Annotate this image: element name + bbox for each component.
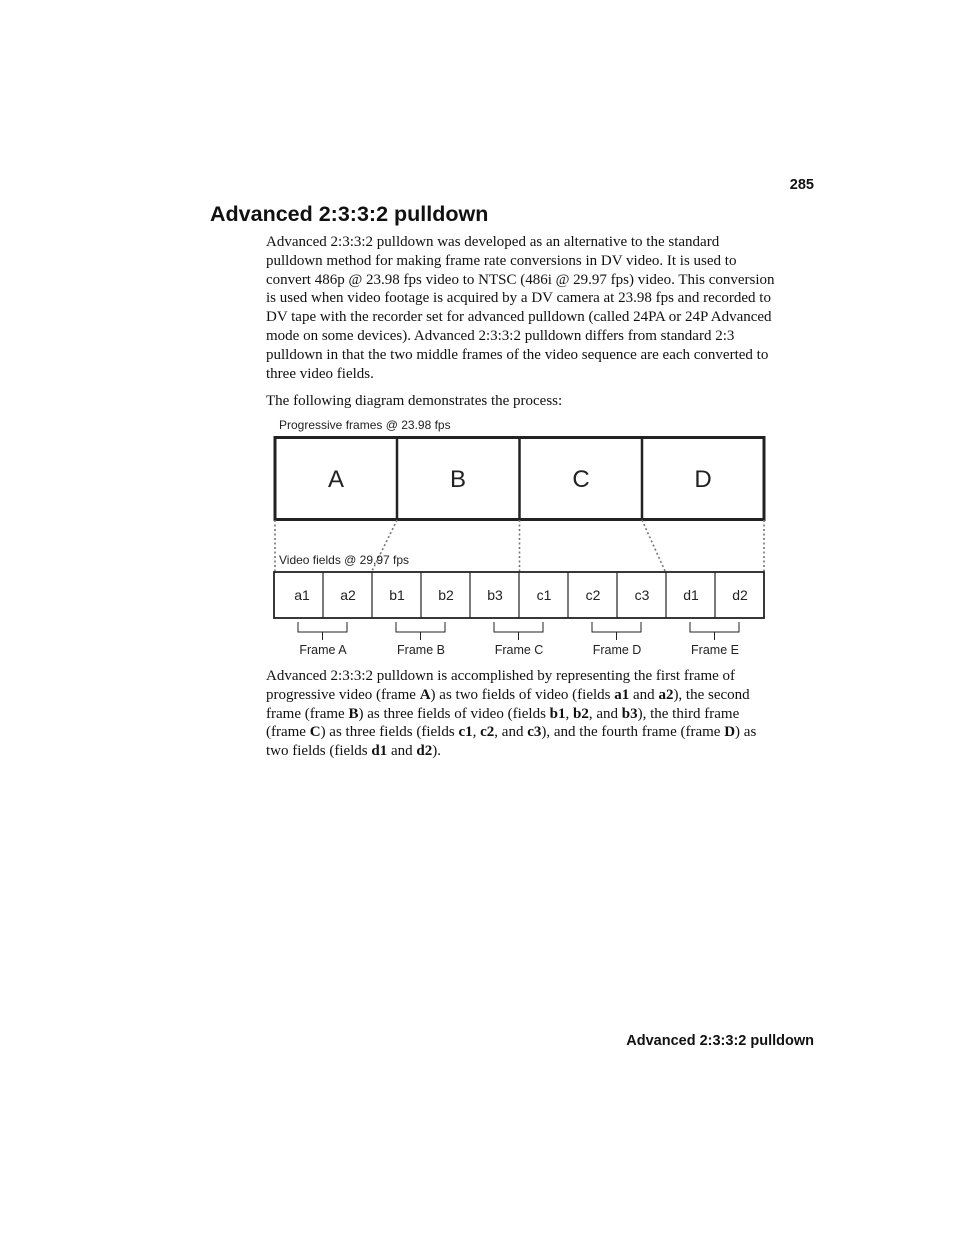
field-label: a1 bbox=[294, 587, 310, 603]
field-label: c2 bbox=[585, 587, 601, 603]
text-run: , bbox=[472, 724, 481, 741]
bold-term: d1 bbox=[371, 743, 388, 760]
field-label: d1 bbox=[683, 587, 699, 603]
intro-paragraph: Advanced 2:3:3:2 pulldown was developed as an alternative to the standard pulldown method for making frame rate conversions in DV video. It is used to convert 486p @ 23.98 fps video to NTSC (486i @ 29.97 fps) video. This conversion is used when video footage is acquired by a DV camera at 23.98 fps and recorded to DV tape with the recorder set for advanced pulldown (called 24PA or 24P Advanced mode on some devices). Advanced 2:3:3:2 pulldown differs from standard 2:3 pulldown in that the two middle frames of the video sequence are each converted to three video fields. bbox=[266, 234, 775, 382]
bold-term: B bbox=[348, 705, 359, 722]
text-run: ) as three fields of video (fields bbox=[358, 705, 550, 722]
bold-term: b3 bbox=[621, 705, 638, 722]
text-run: ) as three fields (fields bbox=[320, 724, 459, 741]
text-run: ) as two fields of video (fields bbox=[430, 686, 615, 703]
field-label: b2 bbox=[438, 587, 454, 603]
bold-term: A bbox=[419, 686, 431, 703]
text-run: ), the third frame (frame bbox=[266, 705, 740, 741]
frame-b-label: B bbox=[449, 466, 467, 493]
video-fields-label: Video fields @ 29.97 fps bbox=[279, 553, 410, 567]
bold-term: D bbox=[724, 724, 736, 741]
bold-term: c1 bbox=[458, 724, 473, 741]
bold-term: C bbox=[309, 724, 321, 741]
text-run: Advanced 2:3:3:2 pulldown is accomplished by representing the first frame of progressive video (frame bbox=[266, 668, 736, 703]
text-run: ) as two fields (fields bbox=[266, 724, 757, 760]
group-label: Frame D bbox=[592, 643, 642, 657]
frame-c-label: C bbox=[572, 466, 590, 493]
bold-term: d2 bbox=[416, 743, 433, 760]
bold-term: c3 bbox=[527, 724, 542, 741]
diagram-intro-paragraph: The following diagram demonstrates the process: bbox=[266, 393, 563, 409]
bold-term: b1 bbox=[549, 705, 566, 722]
group-label: Frame C bbox=[494, 643, 544, 657]
field-label: d2 bbox=[732, 587, 748, 603]
text-run: and bbox=[387, 743, 417, 760]
frame-d-label: D bbox=[694, 466, 712, 493]
text-run: and bbox=[629, 686, 659, 703]
text-run: ), the second frame (frame bbox=[266, 686, 750, 722]
field-label: c1 bbox=[536, 587, 552, 603]
field-label: a2 bbox=[340, 587, 356, 603]
page-number: 285 bbox=[789, 177, 814, 193]
field-dividers bbox=[323, 572, 715, 618]
group-label: Frame E bbox=[691, 643, 739, 657]
bold-term: c2 bbox=[480, 724, 495, 741]
frame-group-brackets bbox=[298, 622, 739, 640]
text-run: ). bbox=[432, 743, 442, 760]
text-run: , and bbox=[494, 724, 528, 741]
bold-term: a2 bbox=[658, 686, 674, 703]
frame-a-label: A bbox=[327, 466, 345, 493]
text-run: , bbox=[565, 705, 573, 722]
field-label: b1 bbox=[389, 587, 405, 603]
field-label: b3 bbox=[487, 587, 503, 603]
explanation-paragraph bbox=[266, 667, 776, 761]
section-title: Advanced 2:3:3:2 pulldown bbox=[210, 202, 489, 226]
field-label: c3 bbox=[634, 587, 650, 603]
bold-term: b2 bbox=[573, 705, 589, 722]
group-label: Frame A bbox=[299, 643, 347, 657]
text-run: ), and the fourth frame (frame bbox=[541, 724, 725, 741]
text-run: , and bbox=[588, 705, 622, 722]
running-footer: Advanced 2:3:3:2 pulldown bbox=[626, 1033, 814, 1049]
group-label: Frame B bbox=[397, 643, 445, 657]
progressive-frames-label: Progressive frames @ 23.98 fps bbox=[279, 418, 451, 432]
bold-term: a1 bbox=[614, 686, 630, 703]
